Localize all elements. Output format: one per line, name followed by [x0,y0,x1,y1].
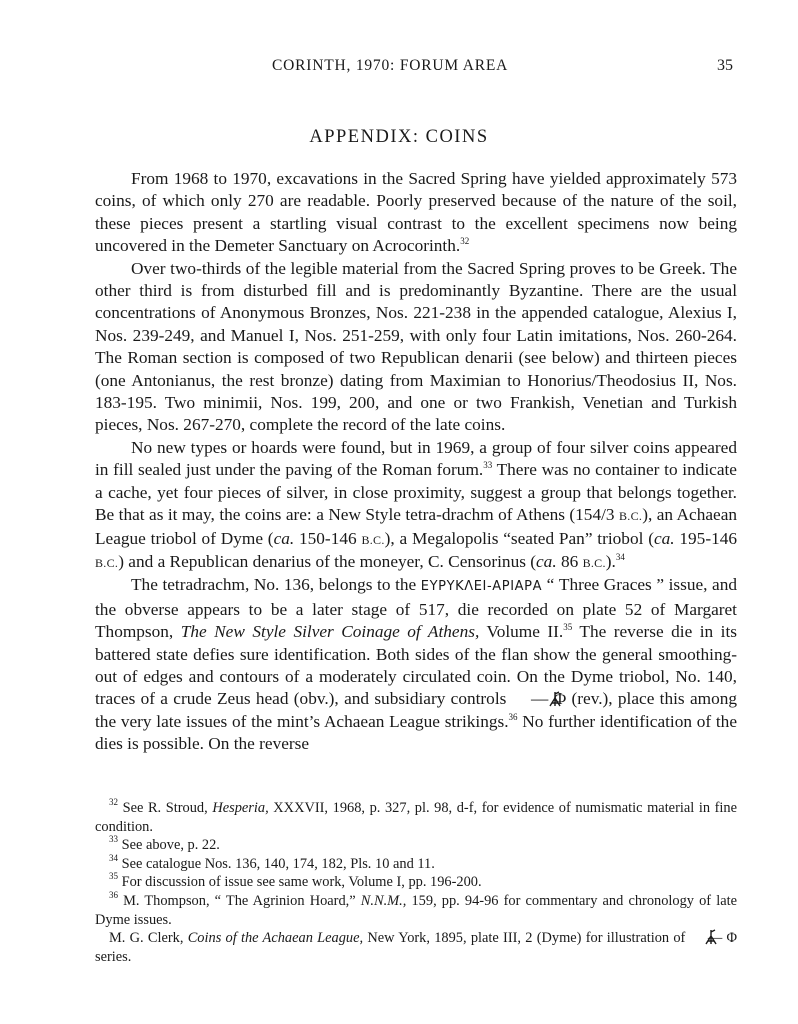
footnote-ref: 33 [483,460,493,471]
paragraph-text: — Φ (rev.), place this among the very late issues of the mint’s Achaean League strikings. [95,689,737,731]
footnote-text: See R. Stroud, [118,800,213,816]
paragraph-text: 195-146 [674,528,738,548]
era-abbrev: B.C. [95,555,119,570]
paragraph-text: There was no container to indicate a cache, yet four pieces of silver, in close proximity, suggest a group that belongs together. Be that as it may, the coins are: a New Style tetra-drachm of Athens (154/3 [95,460,737,525]
paragraph-2 [95,258,737,437]
paragraph-text: ) and a Republican denarius of the moneyer, C. Censorinus ( [118,551,537,571]
era-abbrev: B.C. [361,532,385,547]
footnote-ref: 35 [563,622,573,633]
footnote-35 [95,873,737,892]
journal-title: N.N.M., [360,892,407,909]
paragraph-text: Volume II. [479,622,564,642]
footnote-text: — Φ series. [95,930,737,965]
footnote-number: 35 [109,871,118,882]
running-head [0,57,798,77]
footnote-ref: 34 [615,551,625,562]
dyme-monogram-icon [690,929,704,945]
footnote-number: 32 [109,797,118,807]
footnote-text: See catalogue Nos. 136, 140, 174, 182, Pls. 10 and 11. [118,855,435,872]
paragraph-text: ). [605,551,616,571]
paragraph-text: ), a Megalopolis “seated Pan” triobol ( [384,528,654,548]
footnote-ref: 36 [508,711,518,722]
footnote-34 [95,852,737,874]
footnote-text: 159, pp. 94-96 for commentary and chronology of late Dyme issues. [95,892,737,928]
page-number: 35 [717,57,733,74]
dyme-monogram-icon [512,691,526,707]
footnote-text: For discussion of issue see same work, Volume I, pp. 196-200. [118,874,482,891]
footnote-number: 34 [109,852,118,863]
journal-title: Hesperia, [212,800,269,816]
paragraph-text: ), an Achaean League triobol of Dyme ( [95,505,738,548]
footnote-number: 36 [109,889,118,900]
era-abbrev: B.C. [582,555,606,570]
paragraph-text: “ Three Graces ” issue, and the obverse appears to be a later stage of 517, die recorded on plate 52 of Margaret Thompson, [95,575,738,642]
footnote-ref: 32 [460,236,470,247]
paragraph-text: The reverse die in its battered state defies sure identification. Both sides of the flan show the general smoothing-out of edges and contours of a moderately circulated coin. On the Dyme triobol, No. 140, traces of a crude Zeus head (obv.), and subsidiary controls [95,622,737,709]
paragraph-text: 150-146 [294,528,362,548]
footnote-36-continued [95,929,737,966]
paragraph-3 [95,437,737,574]
greek-legend: ΕΥΡΥΚΛΕΙ-ΑΡΙΑΡΑ [420,579,543,595]
footnotes [95,799,737,966]
paragraph-4 [95,574,737,755]
footnote-text: New York, 1895, plate III, 2 (Dyme) for illustration of [363,930,690,947]
circa-abbrev: ca. [653,528,675,548]
footnote-text: XXXVII, 1968, p. 327, pl. 98, d-f, for evidence of numismatic material in fine condition. [95,800,738,835]
footnote-text: M. Thompson, “ The Agrinion Hoard,” [118,892,361,909]
footnote-text: M. G. Clerk, [109,930,188,947]
book-title: Coins of the Achaean League, [187,930,364,947]
paragraph-text: 86 [556,551,583,571]
circa-abbrev: ca. [273,528,295,548]
footnote-number: 33 [109,834,118,845]
body-text [95,168,737,756]
running-head-title: CORINTH, 1970: FORUM AREA [272,57,509,74]
paragraph-text: The tetradrachm, No. 136, belongs to the [131,575,421,595]
paragraph-1 [95,168,737,258]
footnote-32 [95,799,737,836]
footnote-36 [95,889,737,929]
paragraph-text: From 1968 to 1970, excavations in the Sacred Spring have yielded approximately 573 coins, of which only 270 are readable. Poorly preserved because of the nature of the soil, these pieces present a startling visual contrast to the excellent specimens now being uncovered in the Demeter Sanctuary on Acrocorinth. [95,169,737,256]
footnote-text: See above, p. 22. [118,837,220,854]
circa-abbrev: ca. [536,551,557,571]
paragraph-text: Over two-thirds of the legible material from the Sacred Spring proves to be Greek. The other third is from disturbed fill and is predominantly Byzantine. There are the usual concentrations of Anonymous Bronzes, Nos. 221-238 in the appended catalogue, Alexius I, Nos. 239-249, and Manuel I, Nos. 251-259, with only four Latin imitations, Nos. 260-264. The Roman section is composed of two Republican denarii (see below) and thirteen pieces (one Antonianus, the rest bronze) dating from Maximian to Honorius/Theodosius II, Nos. 183-195. Two minimii, Nos. 199, 200, and one or two Frankish, Venetian and Turkish pieces, Nos. 267-270, complete the record of the late coins. [95,258,737,435]
era-abbrev: B.C. [619,509,643,524]
footnote-33 [95,836,737,855]
paragraph-text: No further identification of the dies is possible. On the reverse [95,711,737,754]
paragraph-text: No new types or hoards were found, but in 1969, a group of four silver coins appeared in fill sealed just under the paving of the Roman forum. [95,437,737,480]
appendix-title: APPENDIX: COINS [309,127,489,147]
book-title: The New Style Silver Coinage of Athens, [180,622,480,642]
